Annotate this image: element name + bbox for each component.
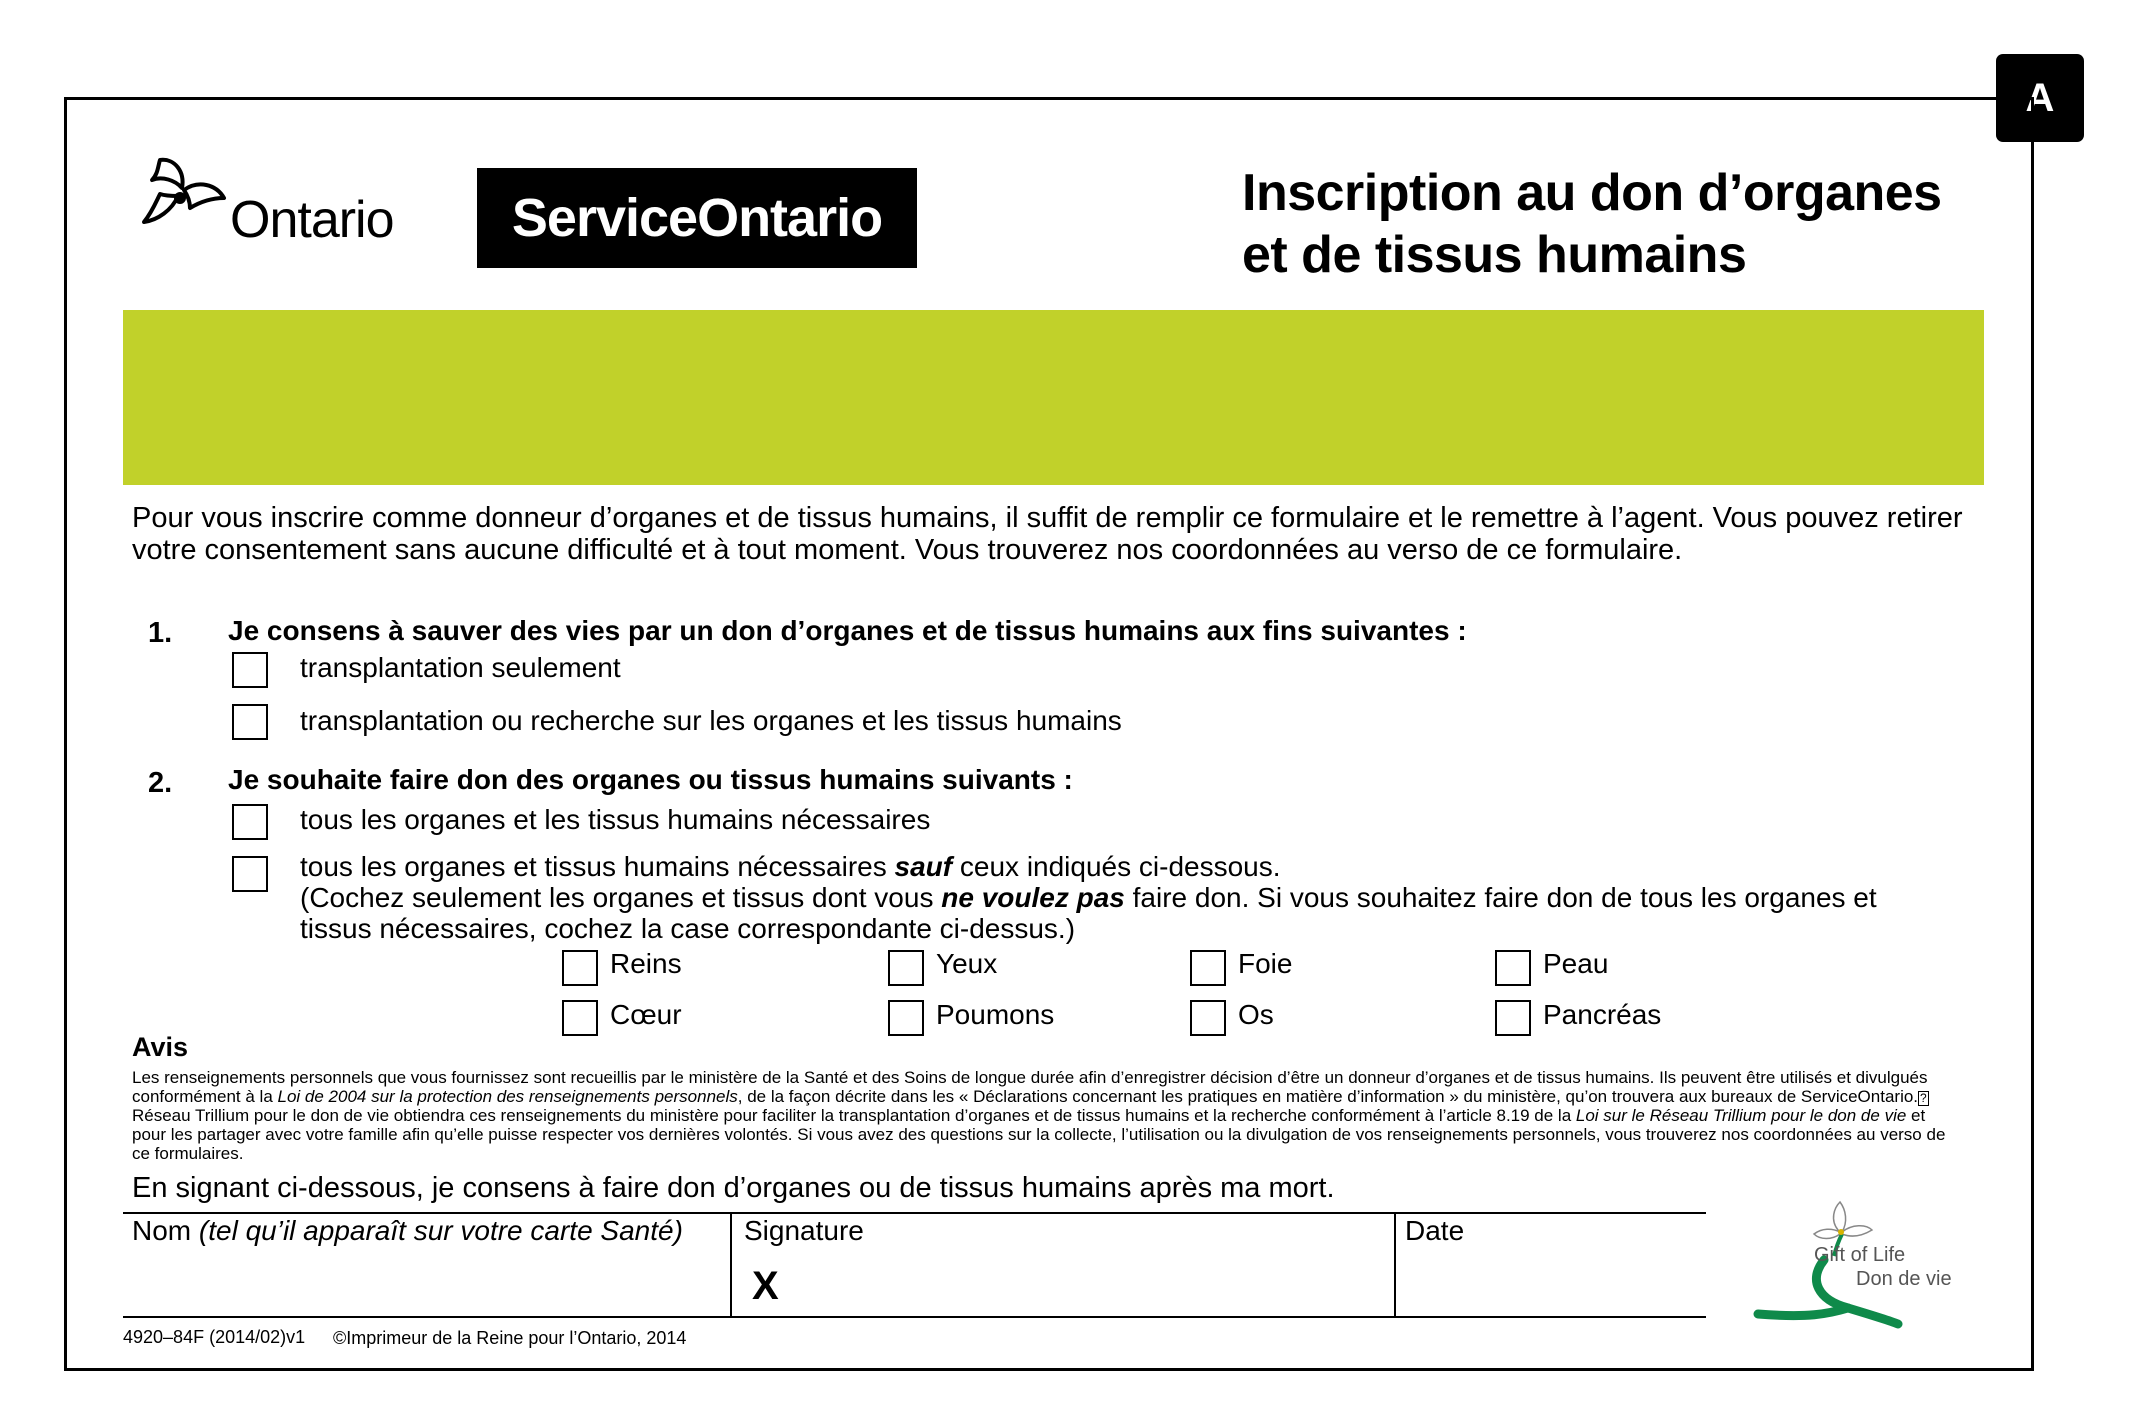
q2-except-emph1: sauf [894, 851, 953, 882]
q2-except-part4: faire don. Si vous souhaitez faire don de tous les organes et tissus nécessaires, cochez la case correspondante ci-dessus.) [300, 882, 1877, 944]
question2-text: Je souhaite faire don des organes ou tissus humains suivants : [228, 764, 1073, 795]
organ-lungs-label: Poumons [936, 999, 1055, 1030]
q2-except-part3: (Cochez seulement les organes et tissus dont vous [300, 882, 942, 913]
organ-bones-checkbox[interactable] [1190, 1000, 1226, 1036]
question2-number: 2. [148, 767, 173, 799]
organ-heart-label: Cœur [610, 999, 682, 1030]
organ-skin-checkbox[interactable] [1495, 950, 1531, 986]
organ-kidneys-checkbox[interactable] [562, 950, 598, 986]
signature-bottom-rule [123, 1316, 1706, 1318]
q1-transplant-only-label: transplantation seulement [300, 652, 621, 683]
q1-transplant-research-label: transplantation ou recherche sur les organes et les tissus humains [300, 705, 1122, 736]
organ-liver-label: Foie [1238, 948, 1293, 979]
organ-pancreas-label: Pancréas [1543, 999, 1662, 1030]
form-title-line2: et de tissus humains [1242, 226, 1747, 284]
serviceontario-logo: ServiceOntario [477, 168, 917, 268]
avis-glyph: ? [1920, 1091, 1927, 1105]
avis-law1: Loi de 2004 sur la protection des renseignements personnels [277, 1087, 738, 1106]
organ-pancreas-checkbox[interactable] [1495, 1000, 1531, 1036]
form-code: 4920–84F (2014/02)v1 [123, 1327, 306, 1347]
consent-statement: En signant ci-dessous, je consens à faire don d’organes ou de tissus humains après ma mort. [132, 1172, 1335, 1204]
avis-p4: et pour les partager avec votre famille afin qu’elle puisse respecter vos dernières volontés. Si vous avez des questions sur la collecte, l’utilisation ou la divulgation de vos renseignements personnels, vous trouverez nos coordonnées au verso de ce formulaires. [132, 1106, 1946, 1163]
signature-divider-2 [1394, 1212, 1396, 1318]
q1-transplant-research-checkbox[interactable] [232, 704, 268, 740]
signature-mark[interactable]: X [752, 1264, 779, 1308]
copyright: ©Imprimeur de la Reine pour l’Ontario, 2014 [333, 1328, 687, 1348]
form-title [1242, 162, 2022, 286]
organ-bones-label: Os [1238, 999, 1274, 1030]
signature-divider-1 [730, 1212, 732, 1318]
q2-except-label [300, 851, 1900, 944]
q2-except-emph2: ne voulez pas [941, 882, 1125, 913]
trillium-icon [140, 150, 230, 250]
avis-p1: Les renseignements personnels que vous fournissez sont recueillis par le ministère de la Santé et des Soins de longue durée afin d’enregistrer décision d’être un donneur d’organes et de tissus humains. Ils peuvent être utilisés et divulgués conformément à la [132, 1068, 1928, 1106]
name-hint: (tel qu’il apparaît sur votre carte Santé) [198, 1215, 683, 1246]
intro-paragraph: Pour vous inscrire comme donneur d’organes et de tissus humains, il suffit de remplir ce formulaire et le remettre à l’agent. Vous pouvez retirer votre consentement sans aucune difficulté et à tout moment. Vous trouverez nos coordonnées au verso de ce formulaire. [132, 502, 1963, 566]
date-label: Date [1405, 1215, 1465, 1246]
q2-except-part1: tous les organes et tissus humains nécessaires [300, 851, 895, 882]
question1-text: Je consens à sauver des vies par un don d’organes et de tissus humains aux fins suivantes : [228, 615, 1467, 646]
avis-p3: Réseau Trillium pour le don de vie obtiendra ces renseignements du ministère pour faciliter la transplantation d’organes et de tissus humains et la recherche conformément à l’article 8.19 de la [132, 1106, 1576, 1125]
section-tab: A [1996, 54, 2084, 142]
avis-law2: Loi sur le Réseau Trillium pour le don de vie [1575, 1106, 1907, 1125]
organ-skin-label: Peau [1543, 948, 1609, 979]
q2-all-organs-checkbox[interactable] [232, 804, 268, 840]
organ-liver-checkbox[interactable] [1190, 950, 1226, 986]
form-title-line1: Inscription au don d’organes [1242, 164, 1942, 222]
organ-heart-checkbox[interactable] [562, 1000, 598, 1036]
q2-except-part2: ceux indiqués ci-dessous. [952, 851, 1281, 882]
organ-kidneys-label: Reins [610, 948, 682, 979]
name-label: Nom [132, 1215, 199, 1246]
privacy-notice-body [132, 1068, 1962, 1163]
avis-p2: , de la façon décrite dans les « Déclarations concernant les pratiques en matière d’information » du ministère, qu’on trouvera aux bureaux de ServiceOntario. [737, 1087, 1919, 1106]
green-band [123, 310, 1984, 485]
ontario-wordmark: Ontario [230, 191, 394, 249]
ontario-logo [140, 150, 412, 250]
question1-number: 1. [148, 617, 173, 649]
organ-lungs-checkbox[interactable] [888, 1000, 924, 1036]
signature-label: Signature [744, 1215, 864, 1246]
privacy-notice-title: Avis [132, 1032, 189, 1062]
q2-except-checkbox[interactable] [232, 856, 268, 892]
don-de-vie-text: Don de vie [1856, 1268, 1952, 1290]
signature-top-rule [123, 1212, 1706, 1214]
organ-eyes-checkbox[interactable] [888, 950, 924, 986]
q2-all-organs-label: tous les organes et les tissus humains nécessaires [300, 804, 931, 835]
name-field[interactable] [132, 1215, 683, 1247]
gift-of-life-text: Gift of Life [1814, 1244, 1906, 1266]
organ-eyes-label: Yeux [936, 948, 998, 979]
gift-of-life-logo [1748, 1190, 1968, 1330]
q1-transplant-only-checkbox[interactable] [232, 652, 268, 688]
